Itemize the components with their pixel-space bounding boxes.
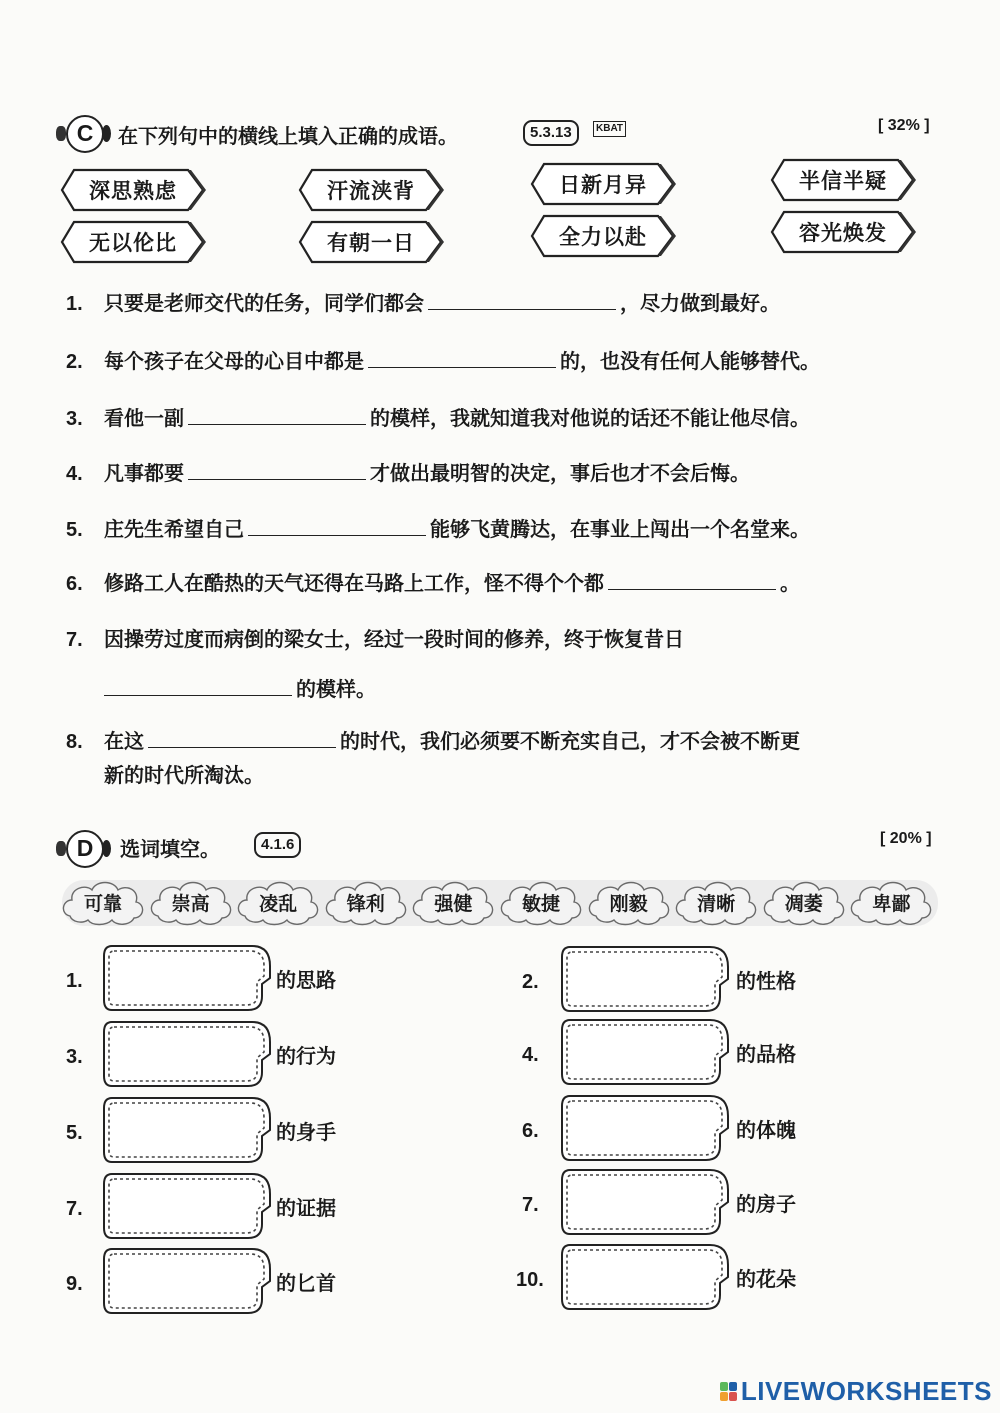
answer-blank-3[interactable] (188, 404, 366, 425)
question-3: 3. 看他一副 的模样，我就知道我对他说的话还不能让他尽信。 (66, 406, 810, 430)
idiom-tag (298, 168, 444, 212)
answer-blank-1[interactable] (428, 289, 616, 310)
word-cloud (586, 876, 672, 928)
idiom-label: 汗流浃背 (327, 179, 415, 203)
answer-blank-4[interactable] (188, 459, 366, 480)
word-cloud (848, 876, 934, 928)
idiom-tag (298, 220, 444, 264)
answer-blank-7[interactable] (104, 675, 292, 696)
word-label: 凌乱 (259, 892, 298, 915)
word-bank (60, 874, 940, 932)
idiom-label: 无以伦比 (89, 231, 177, 255)
answer-number: 9. (66, 1273, 83, 1295)
answer-number: 10. (516, 1269, 544, 1291)
section-d-title: 选词填空。 (120, 837, 220, 861)
answer-box[interactable] (102, 1172, 272, 1240)
answer-number: 5. (66, 1122, 83, 1144)
answer-suffix: 的房子 (736, 1192, 796, 1216)
answer-box[interactable] (560, 1168, 730, 1236)
answer-blank-6[interactable] (608, 569, 776, 590)
answer-suffix: 的身手 (276, 1120, 336, 1144)
idiom-tag (770, 210, 916, 254)
section-c-code: 5.3.13 (523, 120, 579, 146)
answer-number: 6. (522, 1120, 539, 1142)
section-d-marker: D (66, 830, 104, 868)
word-label: 可靠 (83, 892, 122, 915)
word-label: 敏捷 (521, 892, 560, 915)
section-c-percent: [ 32% ] (878, 117, 930, 134)
answer-box[interactable] (102, 1096, 272, 1164)
answer-box[interactable] (102, 944, 272, 1012)
answer-number: 4. (522, 1044, 539, 1066)
answer-box[interactable] (560, 1243, 730, 1311)
answer-number: 7. (66, 1198, 83, 1220)
idiom-tag (530, 162, 676, 206)
answer-number: 1. (66, 970, 83, 992)
idiom-label: 容光焕发 (799, 221, 887, 245)
answer-blank-8[interactable] (148, 727, 336, 748)
logo-icon (720, 1382, 737, 1401)
word-label: 强健 (434, 892, 473, 915)
answer-blank-2[interactable] (368, 347, 556, 368)
answer-suffix: 的思路 (276, 968, 336, 992)
question-4: 4. 凡事都要 才做出最明智的决定，事后也才不会后悔。 (66, 461, 750, 485)
word-label: 锋利 (346, 892, 385, 915)
answer-suffix: 的体魄 (736, 1118, 796, 1142)
section-d-code: 4.1.6 (254, 832, 301, 858)
word-label: 刚毅 (609, 892, 648, 915)
idiom-tag (770, 158, 916, 202)
answer-box[interactable] (102, 1020, 272, 1088)
word-label: 清晰 (697, 892, 736, 915)
word-cloud (673, 876, 759, 928)
answer-suffix: 的花朵 (736, 1267, 796, 1291)
word-cloud (60, 876, 146, 928)
answer-box[interactable] (560, 1018, 730, 1086)
word-cloud (148, 876, 234, 928)
idiom-tag (530, 214, 676, 258)
liveworksheets-logo (720, 1376, 992, 1407)
idiom-label: 深思熟虑 (89, 179, 177, 203)
idiom-tag (60, 220, 206, 264)
word-label: 崇高 (171, 892, 210, 915)
answer-suffix: 的性格 (736, 969, 796, 993)
answer-number: 2. (522, 971, 539, 993)
question-6: 6. 修路工人在酷热的天气还得在马路上工作，怪不得个个都 。 (66, 571, 800, 595)
answer-suffix: 的品格 (736, 1042, 796, 1066)
answer-box[interactable] (560, 945, 730, 1013)
answer-suffix: 的行为 (276, 1044, 336, 1068)
answer-blank-5[interactable] (248, 515, 426, 536)
answer-number: 7. (522, 1194, 539, 1216)
answer-box[interactable] (560, 1094, 730, 1162)
idiom-tag (60, 168, 206, 212)
idiom-label: 日新月异 (559, 173, 647, 197)
answer-suffix: 的证据 (276, 1196, 336, 1220)
word-label: 卑鄙 (872, 892, 911, 915)
answer-number: 3. (66, 1046, 83, 1068)
word-cloud (498, 876, 584, 928)
logo-text: LIVEWORKSHEETS (740, 1376, 992, 1406)
word-cloud (323, 876, 409, 928)
word-cloud (761, 876, 847, 928)
answer-suffix: 的匕首 (276, 1271, 336, 1295)
kbat-badge: KBAT (593, 121, 626, 137)
question-1: 1. 只要是老师交代的任务，同学们都会 ，尽力做到最好。 (66, 291, 780, 315)
idiom-label: 半信半疑 (799, 169, 887, 193)
question-7: 7. 因操劳过度而病倒的梁女士，经过一段时间的修养，终于恢复昔日 (66, 627, 684, 651)
answer-box[interactable] (102, 1247, 272, 1315)
section-d-percent: [ 20% ] (880, 830, 932, 847)
question-5: 5. 庄先生希望自己 能够飞黄腾达，在事业上闯出一个名堂来。 (66, 517, 810, 541)
word-label: 凋萎 (784, 892, 823, 915)
section-c-marker: C (66, 115, 104, 153)
word-cloud (235, 876, 321, 928)
word-cloud (410, 876, 496, 928)
section-c-title: 在下列句中的横线上填入正确的成语。 (118, 124, 458, 148)
question-8-line-2: 新的时代所淘汰。 (104, 763, 264, 787)
question-2: 2. 每个孩子在父母的心目中都是 的，也没有任何人能够替代。 (66, 349, 820, 373)
question-7-line-2: 的模样。 (104, 674, 950, 704)
idiom-label: 有朝一日 (327, 231, 415, 255)
idiom-label: 全力以赴 (559, 225, 647, 249)
question-8: 8. 在这 的时代，我们必须要不断充实自己，才不会被不断更 (66, 729, 800, 753)
